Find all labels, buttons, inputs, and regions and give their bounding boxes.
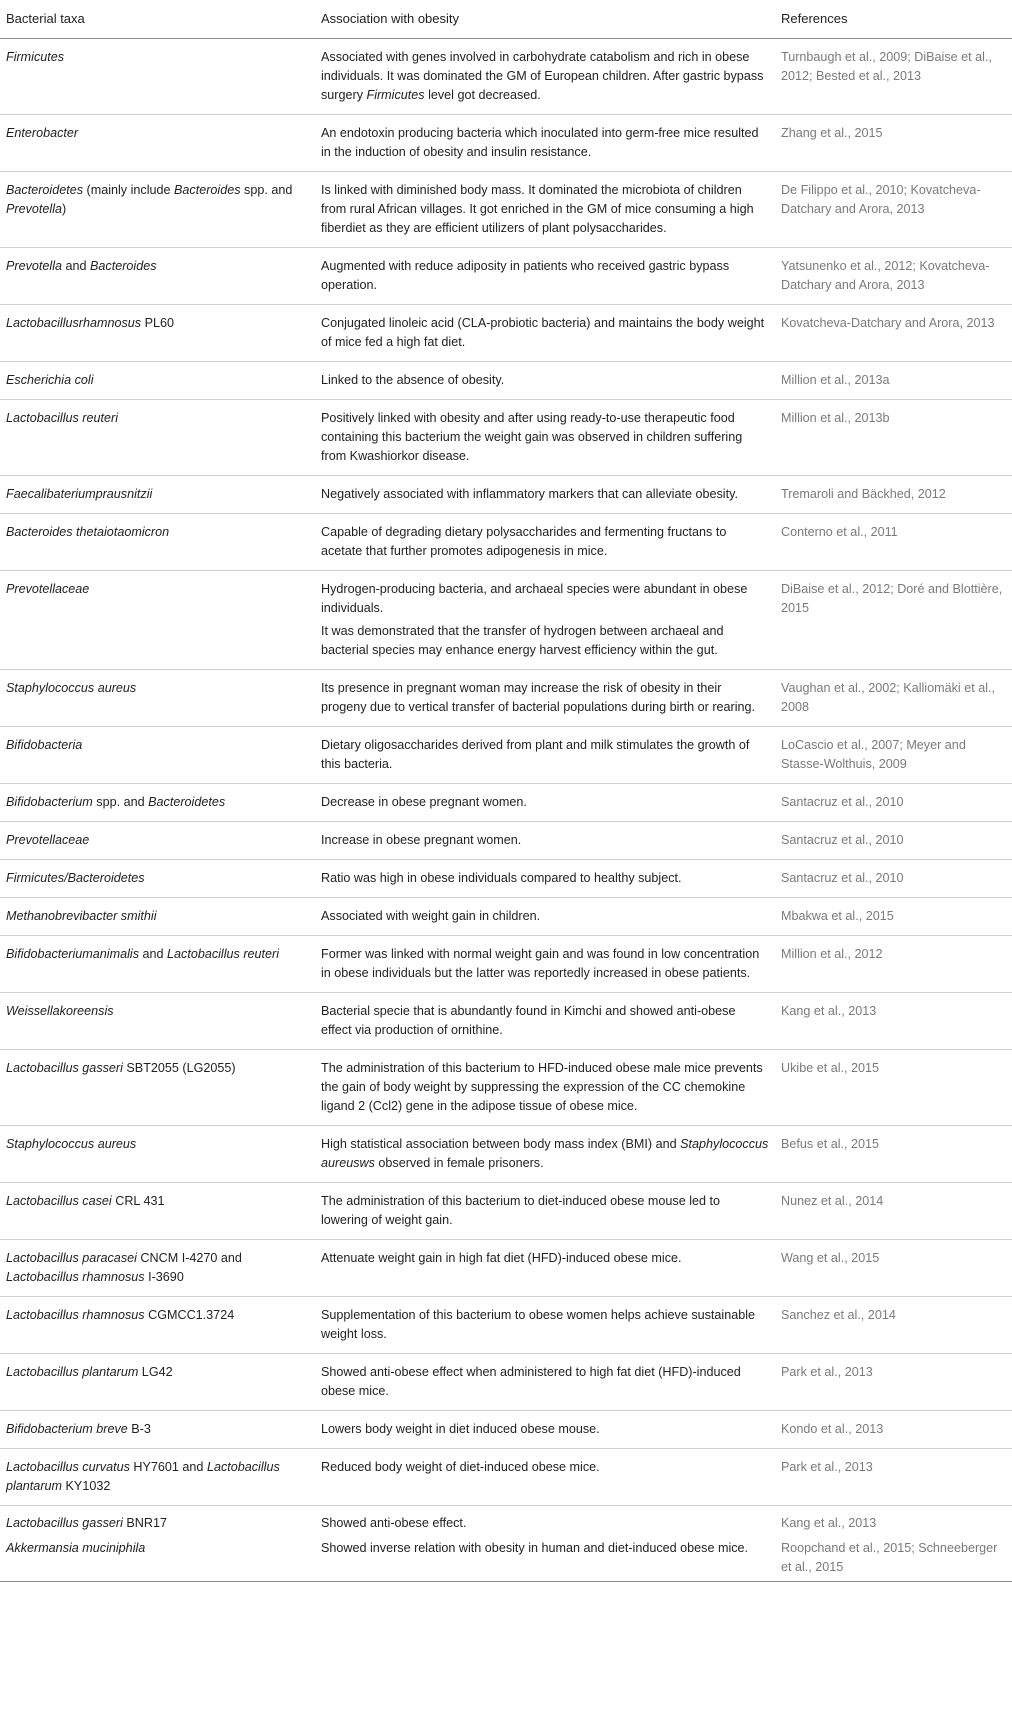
table-row	[0, 571, 1012, 670]
taxa-cell	[0, 860, 315, 898]
table-row	[0, 1297, 1012, 1354]
association-text: observed in female prisoners.	[374, 1156, 544, 1170]
references-cell: Conterno et al., 2011	[781, 525, 898, 539]
association-paragraph	[321, 485, 769, 504]
association-cell	[315, 784, 775, 822]
table-row	[0, 1449, 1012, 1506]
association-paragraph	[321, 371, 769, 390]
taxa-cell	[0, 172, 315, 248]
association-text: Hydrogen-producing bacteria, and archaeal species were abundant in obese individuals.	[321, 582, 748, 615]
table-row	[0, 784, 1012, 822]
association-paragraph	[321, 1002, 769, 1040]
taxa-text: Methanobrevibacter smithii	[6, 909, 157, 923]
taxa-text: Weissellakoreensis	[6, 1004, 114, 1018]
association-cell	[315, 172, 775, 248]
table-row	[0, 39, 1012, 115]
association-cell	[315, 1506, 775, 1536]
taxa-cell	[0, 571, 315, 670]
association-text: Positively linked with obesity and after using ready-to-use therapeutic food containing this bacterium the weight gain was observed in children suffering from Kwashiorkor disease.	[321, 411, 743, 463]
association-text: Former was linked with normal weight gain and was found in low concentration in obese individuals but the latter was reportedly increased in obese patients.	[321, 947, 760, 980]
association-paragraph	[321, 1363, 769, 1401]
table-row	[0, 670, 1012, 727]
taxa-text: Lactobacillus gasseri	[6, 1061, 123, 1075]
taxa-text: Lactobacillus plantarum	[6, 1460, 280, 1493]
taxa-text: Bifidobacteriumanimalis	[6, 947, 139, 961]
association-paragraph	[321, 679, 769, 717]
taxa-text: Akkermansia muciniphila	[6, 1541, 146, 1555]
association-paragraph	[321, 907, 769, 926]
taxa-text: Prevotellaceae	[6, 582, 90, 596]
taxa-cell	[0, 670, 315, 727]
taxa-cell	[0, 1050, 315, 1126]
table-row	[0, 822, 1012, 860]
association-text: It was demonstrated that the transfer of hydrogen between archaeal and bacterial species may enhance energy harvest efficiency within the gut.	[321, 624, 724, 657]
association-text: Reduced body weight of diet-induced obese mice.	[321, 1460, 600, 1474]
taxa-cell	[0, 1126, 315, 1183]
taxa-text: Firmicutes	[6, 50, 65, 64]
taxa-text: Firmicutes/Bacteroidetes	[6, 871, 145, 885]
table-row	[0, 172, 1012, 248]
association-paragraph	[321, 831, 769, 850]
association-text: level got decreased.	[424, 88, 541, 102]
association-cell	[315, 248, 775, 305]
header-references: References	[781, 11, 848, 26]
association-text: Decrease in obese pregnant women.	[321, 795, 527, 809]
table-row	[0, 362, 1012, 400]
taxa-text: I-3690	[144, 1270, 184, 1284]
taxa-text: Bacteroidetes	[148, 795, 226, 809]
association-cell	[315, 571, 775, 670]
header-row	[0, 0, 1012, 39]
references-cell: Kang et al., 2013	[781, 1004, 877, 1018]
taxa-cell	[0, 727, 315, 784]
association-text: The administration of this bacterium to diet-induced obese mouse led to lowering of weight gain.	[321, 1194, 721, 1227]
taxa-text: PL60	[141, 316, 175, 330]
references-cell: Nunez et al., 2014	[781, 1194, 884, 1208]
taxa-text: Prevotella	[6, 202, 63, 216]
references-cell: DiBaise et al., 2012; Doré and Blottière, 2015	[781, 582, 1003, 615]
association-paragraph	[321, 48, 769, 105]
association-paragraph	[321, 622, 769, 660]
association-cell	[315, 898, 775, 936]
taxa-text: and	[62, 259, 91, 273]
association-text: Capable of degrading dietary polysaccharides and fermenting fructans to acetate that further promotes adipogenesis in mice.	[321, 525, 727, 558]
table-row	[0, 248, 1012, 305]
taxa-text: Lactobacillus plantarum	[6, 1365, 139, 1379]
references-cell: Tremaroli and Bäckhed, 2012	[781, 487, 946, 501]
table-row	[0, 1354, 1012, 1411]
association-text: Showed anti-obese effect when administered to high fat diet (HFD)-induced obese mice.	[321, 1365, 741, 1398]
association-paragraph	[321, 181, 769, 238]
association-paragraph	[321, 523, 769, 561]
table-row	[0, 1411, 1012, 1449]
association-paragraph	[321, 124, 769, 162]
association-text: Associated with genes involved in carbohydrate catabolism and rich in obese individuals. It was dominated the GM of European children. After gastric bypass surgery	[321, 50, 764, 102]
association-cell	[315, 822, 775, 860]
taxa-text: B-3	[127, 1422, 151, 1436]
association-cell	[315, 1411, 775, 1449]
association-cell	[315, 362, 775, 400]
taxa-cell	[0, 39, 315, 115]
association-cell	[315, 1535, 775, 1582]
association-cell	[315, 400, 775, 476]
table-row	[0, 727, 1012, 784]
taxa-text: Lactobacillus reuteri	[167, 947, 280, 961]
taxa-text: Lactobacillus rhamnosus	[6, 1270, 145, 1284]
taxa-text: Prevotella	[6, 259, 63, 273]
taxa-cell	[0, 898, 315, 936]
taxa-text: Faecalibateriumprausnitzii	[6, 487, 153, 501]
taxa-cell	[0, 400, 315, 476]
references-cell: Sanchez et al., 2014	[781, 1308, 896, 1322]
association-paragraph	[321, 1306, 769, 1344]
taxa-text: and	[139, 947, 168, 961]
taxa-text: Prevotellaceae	[6, 833, 90, 847]
taxa-cell	[0, 1240, 315, 1297]
association-paragraph	[321, 1514, 769, 1533]
taxa-text: Lactobacillus reuteri	[6, 411, 119, 425]
table-row	[0, 1506, 1012, 1536]
references-cell: Roopchand et al., 2015; Schneeberger et al., 2015	[781, 1541, 998, 1574]
association-cell	[315, 993, 775, 1050]
taxa-text: CRL 431	[111, 1194, 165, 1208]
table-row	[0, 1050, 1012, 1126]
association-cell	[315, 727, 775, 784]
references-cell: Befus et al., 2015	[781, 1137, 880, 1151]
table-row	[0, 400, 1012, 476]
taxa-cell	[0, 1183, 315, 1240]
association-paragraph	[321, 869, 769, 888]
association-text: Staphylococcus aureusws	[321, 1137, 769, 1170]
association-text: Lowers body weight in diet induced obese mouse.	[321, 1422, 600, 1436]
taxa-text: Bacteroidetes	[6, 183, 84, 197]
references-cell: Turnbaugh et al., 2009; DiBaise et al., 2012; Bested et al., 2013	[781, 50, 992, 83]
association-paragraph	[321, 314, 769, 352]
association-text: Augmented with reduce adiposity in patients who received gastric bypass operation.	[321, 259, 730, 292]
header-taxa: Bacterial taxa	[6, 11, 85, 26]
references-cell: Wang et al., 2015	[781, 1251, 880, 1265]
association-text: Negatively associated with inflammatory markers that can alleviate obesity.	[321, 487, 738, 501]
association-cell	[315, 1183, 775, 1240]
association-text: The administration of this bacterium to HFD-induced obese male mice prevents the gain of body weight by suppressing the expression of the CC chemokine ligand 2 (Ccl2) gene in the adipose tissue of obese mice.	[321, 1061, 763, 1113]
association-text: Showed inverse relation with obesity in human and diet-induced obese mice.	[321, 1541, 749, 1555]
association-text: An endotoxin producing bacteria which inoculated into germ-free mice resulted in the induction of obesity and insulin resistance.	[321, 126, 759, 159]
taxa-text: LG42	[138, 1365, 173, 1379]
references-cell: Kovatcheva-Datchary and Arora, 2013	[781, 316, 995, 330]
taxa-text: spp. and	[240, 183, 293, 197]
taxa-text: BNR17	[122, 1516, 168, 1530]
references-cell: Kang et al., 2013	[781, 1516, 877, 1530]
taxa-cell	[0, 305, 315, 362]
taxa-text: Bifidobacterium	[6, 795, 93, 809]
association-text: Increase in obese pregnant women.	[321, 833, 522, 847]
taxa-text: CNCM I-4270 and	[136, 1251, 242, 1265]
taxa-text: HY7601 and	[129, 1460, 207, 1474]
taxa-cell	[0, 822, 315, 860]
taxa-text: Staphylococcus aureus	[6, 1137, 137, 1151]
taxa-text: SBT2055 (LG2055)	[122, 1061, 236, 1075]
taxa-text: Lactobacillus curvatus	[6, 1460, 130, 1474]
taxa-text: Bacteroides thetaiotaomicron	[6, 525, 170, 539]
taxa-cell	[0, 1354, 315, 1411]
table-row	[0, 476, 1012, 514]
taxa-cell	[0, 993, 315, 1050]
taxa-text: spp. and	[92, 795, 149, 809]
association-paragraph	[321, 1249, 769, 1268]
references-cell: Ukibe et al., 2015	[781, 1061, 880, 1075]
association-paragraph	[321, 1420, 769, 1439]
taxa-text: Staphylococcus aureus	[6, 681, 137, 695]
association-cell	[315, 936, 775, 993]
table-row	[0, 898, 1012, 936]
table-row	[0, 1535, 1012, 1582]
header-association: Association with obesity	[321, 11, 460, 26]
references-cell: Santacruz et al., 2010	[781, 795, 904, 809]
taxa-cell	[0, 476, 315, 514]
association-text: Conjugated linoleic acid (CLA-probiotic bacteria) and maintains the body weight of mice fed a high fat diet.	[321, 316, 765, 349]
association-text: Ratio was high in obese individuals compared to healthy subject.	[321, 871, 682, 885]
taxa-text: Lactobacillus gasseri	[6, 1516, 123, 1530]
references-cell: De Filippo et al., 2010; Kovatcheva-Datchary and Arora, 2013	[781, 183, 981, 216]
taxa-text: (mainly include	[83, 183, 175, 197]
association-text: Showed anti-obese effect.	[321, 1516, 467, 1530]
association-text: Supplementation of this bacterium to obese women helps achieve sustainable weight loss.	[321, 1308, 756, 1341]
table-row	[0, 115, 1012, 172]
association-paragraph	[321, 793, 769, 812]
association-paragraph	[321, 1135, 769, 1173]
association-paragraph	[321, 1458, 769, 1477]
association-cell	[315, 1297, 775, 1354]
association-cell	[315, 670, 775, 727]
table-row	[0, 860, 1012, 898]
association-text: Its presence in pregnant woman may increase the risk of obesity in their progeny due to vertical transfer of bacterial populations during birth or rearing.	[321, 681, 756, 714]
taxa-cell	[0, 1297, 315, 1354]
taxa-cell	[0, 1449, 315, 1506]
association-paragraph	[321, 1059, 769, 1116]
taxa-text: CGMCC1.3724	[144, 1308, 235, 1322]
taxa-cell	[0, 1506, 315, 1536]
association-text: High statistical association between body mass index (BMI) and	[321, 1137, 681, 1151]
references-cell: Mbakwa et al., 2015	[781, 909, 894, 923]
table-header	[0, 0, 1012, 39]
association-text: Dietary oligosaccharides derived from plant and milk stimulates the growth of this bacteria.	[321, 738, 750, 771]
association-cell	[315, 1240, 775, 1297]
references-cell: Zhang et al., 2015	[781, 126, 883, 140]
association-paragraph	[321, 257, 769, 295]
taxa-text: Lactobacillus paracasei	[6, 1251, 137, 1265]
taxa-cell	[0, 514, 315, 571]
association-cell	[315, 305, 775, 362]
association-cell	[315, 115, 775, 172]
references-cell: Park et al., 2013	[781, 1365, 873, 1379]
taxa-text: Lactobacillusrhamnosus	[6, 316, 142, 330]
taxa-text: Lactobacillus rhamnosus	[6, 1308, 145, 1322]
references-cell: Yatsunenko et al., 2012; Kovatcheva-Datchary and Arora, 2013	[781, 259, 990, 292]
association-text: Bacterial specie that is abundantly found in Kimchi and showed anti-obese effect via production of ornithine.	[321, 1004, 736, 1037]
taxa-text: Bacteroides	[90, 259, 157, 273]
association-text: Is linked with diminished body mass. It dominated the microbiota of children from rural African villages. It got enriched in the GM of mice consuming a high fiberdiet as they are efficient utilizers of plant polysaccharides.	[321, 183, 754, 235]
table-row	[0, 1240, 1012, 1297]
association-paragraph	[321, 736, 769, 774]
taxa-text: Bifidobacteria	[6, 738, 83, 752]
association-cell	[315, 1126, 775, 1183]
references-cell: Vaughan et al., 2002; Kalliomäki et al., 2008	[781, 681, 995, 714]
taxa-text: Bacteroides	[174, 183, 241, 197]
taxa-text: KY1032	[62, 1479, 111, 1493]
association-text: Associated with weight gain in children.	[321, 909, 541, 923]
taxa-cell	[0, 936, 315, 993]
association-text: Linked to the absence of obesity.	[321, 373, 505, 387]
references-cell: Park et al., 2013	[781, 1460, 873, 1474]
taxa-cell	[0, 1411, 315, 1449]
taxa-text: Bifidobacterium breve	[6, 1422, 128, 1436]
references-cell: Santacruz et al., 2010	[781, 833, 904, 847]
association-paragraph	[321, 945, 769, 983]
taxa-cell	[0, 248, 315, 305]
references-cell: Santacruz et al., 2010	[781, 871, 904, 885]
association-paragraph	[321, 1539, 769, 1558]
association-paragraph	[321, 580, 769, 618]
taxa-text: Enterobacter	[6, 126, 79, 140]
association-paragraph	[321, 1192, 769, 1230]
table-row	[0, 1126, 1012, 1183]
table-body	[0, 39, 1012, 1582]
association-cell	[315, 860, 775, 898]
table-row	[0, 305, 1012, 362]
association-cell	[315, 1354, 775, 1411]
taxa-cell	[0, 362, 315, 400]
association-text: Firmicutes	[366, 88, 425, 102]
association-cell	[315, 514, 775, 571]
taxa-text: )	[62, 202, 67, 216]
references-cell: Million et al., 2013b	[781, 411, 890, 425]
association-cell	[315, 1050, 775, 1126]
table-row	[0, 936, 1012, 993]
references-cell: Kondo et al., 2013	[781, 1422, 884, 1436]
association-paragraph	[321, 409, 769, 466]
references-cell: LoCascio et al., 2007; Meyer and Stasse-Wolthuis, 2009	[781, 738, 966, 771]
association-cell	[315, 1449, 775, 1506]
taxa-cell	[0, 115, 315, 172]
taxa-cell	[0, 1535, 315, 1582]
references-cell: Million et al., 2013a	[781, 373, 890, 387]
association-cell	[315, 476, 775, 514]
table-row	[0, 1183, 1012, 1240]
taxa-cell	[0, 784, 315, 822]
taxa-text: Escherichia coli	[6, 373, 94, 387]
taxa-text: Lactobacillus casei	[6, 1194, 112, 1208]
table-row	[0, 993, 1012, 1050]
table-row	[0, 514, 1012, 571]
association-text: Attenuate weight gain in high fat diet (HFD)-induced obese mice.	[321, 1251, 682, 1265]
association-cell	[315, 39, 775, 115]
references-cell: Million et al., 2012	[781, 947, 883, 961]
